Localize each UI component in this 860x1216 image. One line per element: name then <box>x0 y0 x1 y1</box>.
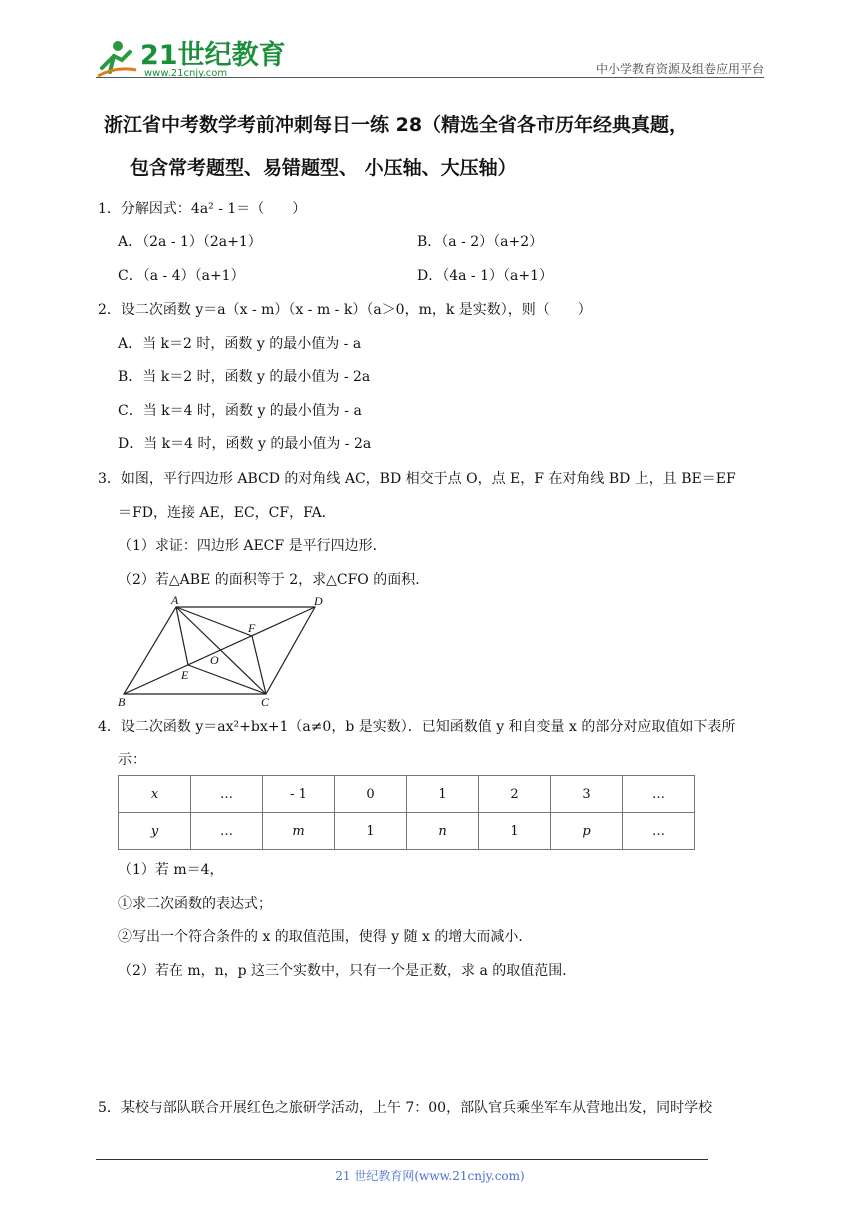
table-row-y <box>119 813 695 850</box>
q3-part1: （1）求证：四边形 AECF 是平行四边形． <box>118 538 387 554</box>
logo-text: 21世纪教育 <box>140 40 286 71</box>
table-cell: 2 <box>479 776 551 813</box>
site-logo <box>96 38 286 80</box>
label-e: E <box>181 668 189 682</box>
table-cell: m <box>263 813 335 850</box>
label-o: O <box>210 653 219 667</box>
q5-stem-line1: 5．某校与部队联合开展红色之旅研学活动，上午 7：00，部队官兵乘坐军车从营地出发，同时学校 <box>98 1100 713 1116</box>
footer-divider <box>96 1159 708 1160</box>
q3-stem-line2: ＝FD，连接 AE，EC，CF，FA． <box>118 505 336 521</box>
table-cell: y <box>119 813 191 850</box>
table-cell: … <box>623 776 695 813</box>
q3-stem-line1: 3．如图，平行四边形 ABCD 的对角线 AC，BD 相交于点 O，点 E，F 在对角线 BD 上，且 BE＝EF <box>98 471 736 487</box>
segment-ec <box>188 665 266 694</box>
table-cell: n <box>407 813 479 850</box>
segment-cf <box>252 636 266 694</box>
q1-stem: 1．分解因式：4a² ‑ 1＝（ ） <box>98 201 307 217</box>
q4-part1-a: ①求二次函数的表达式； <box>118 896 272 912</box>
diagonal-bd <box>124 607 315 694</box>
footer-link[interactable]: 21 世纪教育网(www.21cnjy.com) <box>335 1169 525 1183</box>
label-f: F <box>248 621 256 635</box>
q2-stem: 2．设二次函数 y＝a（x ‑ m）（x ‑ m ‑ k）（a＞0，m，k 是实数），则（ ） <box>98 302 592 318</box>
q4-stem-line1: 4．设二次函数 y＝ax²+bx+1（a≠0，b 是实数）．已知函数值 y 和自变量 x 的部分对应取值如下表所 <box>98 719 736 735</box>
table-cell: p <box>551 813 623 850</box>
q1-option-c: C．（a ‑ 4）（a+1） <box>118 268 245 284</box>
q4-part2: （2）若在 m，n，p 这三个实数中，只有一个是正数，求 a 的取值范围． <box>118 963 577 979</box>
q1-option-b: B．（a ‑ 2）（a+2） <box>417 234 544 250</box>
table-cell: … <box>191 813 263 850</box>
table-cell: 1 <box>407 776 479 813</box>
page-title-line2: 包含常考题型、易错题型、 小压轴、大压轴） <box>130 157 517 179</box>
segment-fa <box>176 607 252 636</box>
label-b: B <box>118 695 126 709</box>
runner-logo-icon <box>96 38 286 80</box>
logo-url: www.21cnjy.com <box>144 68 228 79</box>
table-cell: 3 <box>551 776 623 813</box>
q4-part1: （1）若 m＝4， <box>118 862 224 878</box>
label-c: C <box>261 695 270 709</box>
parallelogram-figure <box>110 592 340 708</box>
q3-part2: （2）若△ABE 的面积等于 2，求△CFO 的面积． <box>118 572 430 588</box>
segment-ae <box>176 607 188 665</box>
q2-option-a: A．当 k＝2 时，函数 y 的最小值为 ‑ a <box>118 336 362 352</box>
table-cell: 0 <box>335 776 407 813</box>
q1-option-a: A．（2a ‑ 1）（2a+1） <box>118 234 262 250</box>
q2-option-d: D．当 k＝4 时，函数 y 的最小值为 ‑ 2a <box>118 436 372 452</box>
header-divider <box>96 77 764 78</box>
label-a: A <box>171 593 179 607</box>
label-d: D <box>314 594 323 608</box>
q2-option-c: C．当 k＝4 时，函数 y 的最小值为 ‑ a <box>118 403 362 419</box>
page-title-line1: 浙江省中考数学考前冲刺每日一练 28（精选全省各市历年经典真题， <box>104 114 689 136</box>
table-cell: x <box>119 776 191 813</box>
table-cell: 1 <box>335 813 407 850</box>
site-tagline: 中小学教育资源及组卷应用平台 <box>595 62 764 76</box>
q1-option-d: D．（4a ‑ 1）（a+1） <box>417 268 554 284</box>
q2-option-b: B．当 k＝2 时，函数 y 的最小值为 ‑ 2a <box>118 369 371 385</box>
table-cell: 1 <box>479 813 551 850</box>
table-cell: … <box>623 813 695 850</box>
value-table <box>118 775 695 850</box>
q4-part1-b: ②写出一个符合条件的 x 的取值范围，使得 y 随 x 的增大而减小． <box>118 929 533 945</box>
q4-stem-line2: 示： <box>118 752 146 768</box>
table-cell: ‑ 1 <box>263 776 335 813</box>
table-row-x <box>119 776 695 813</box>
table-cell: … <box>191 776 263 813</box>
